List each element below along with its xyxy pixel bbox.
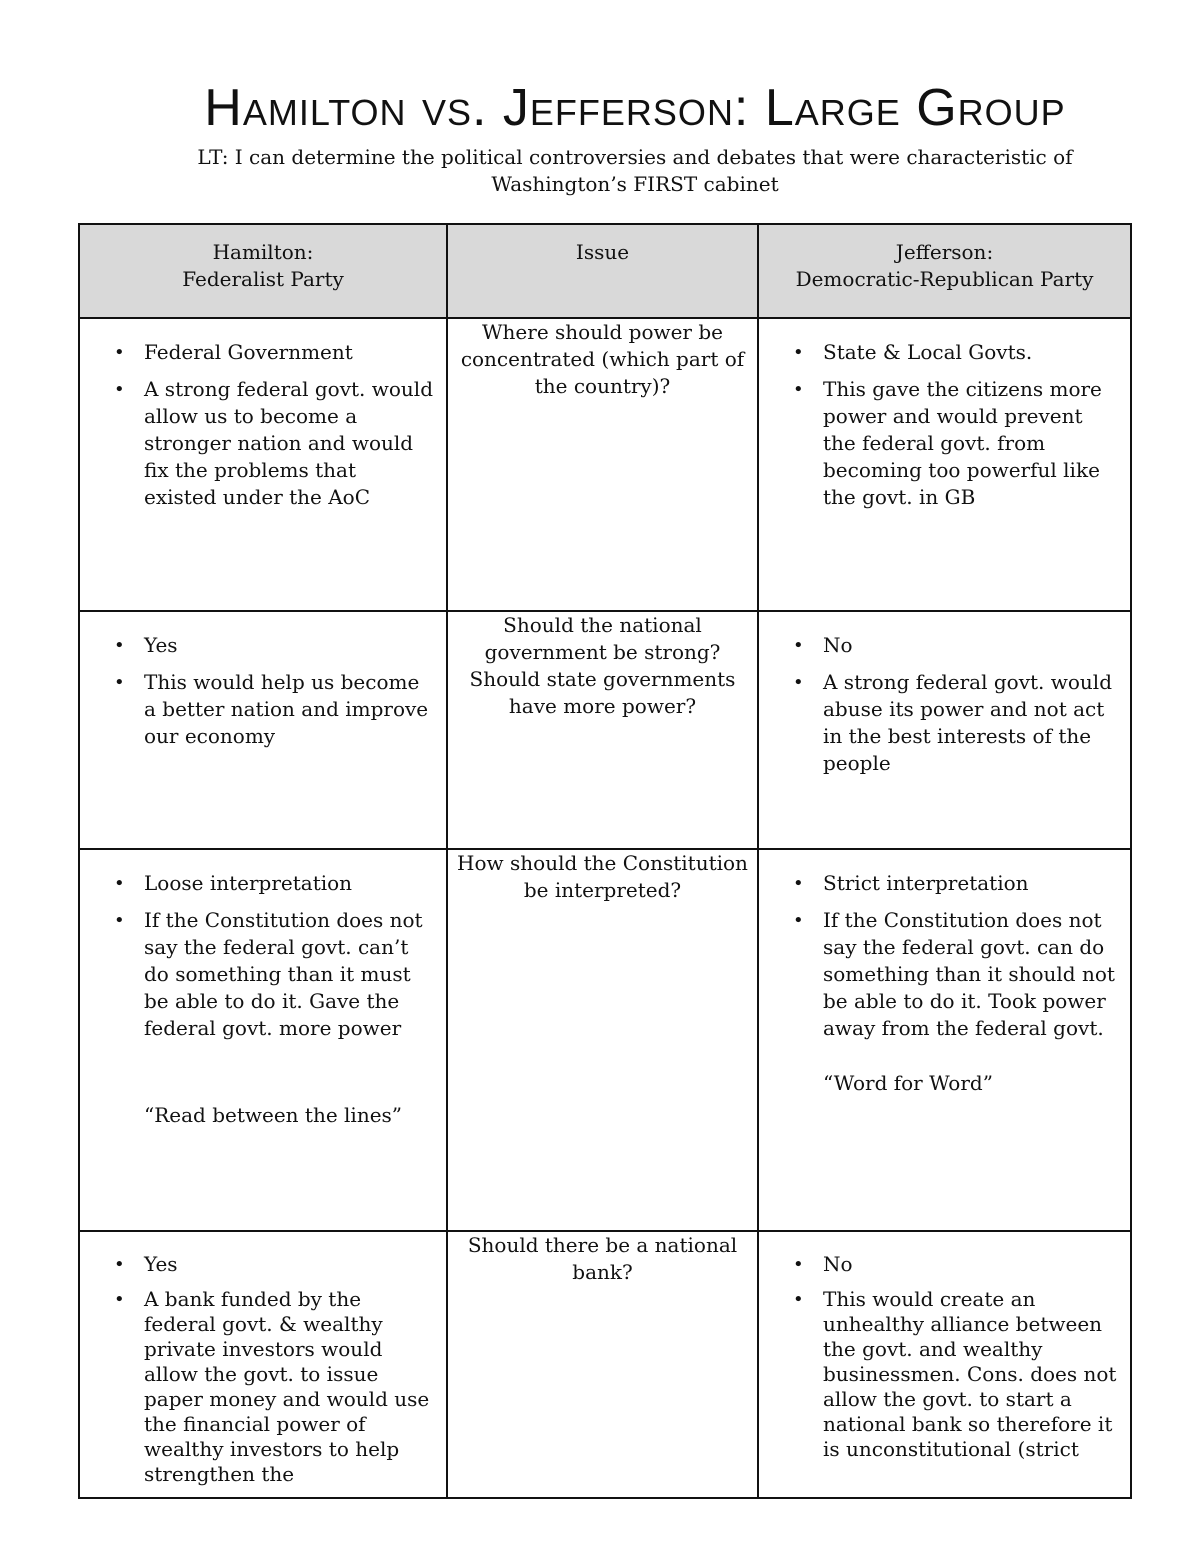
- table-row: [79, 611, 1131, 849]
- hamilton-point: Federal Government: [144, 340, 353, 364]
- list-item: [114, 669, 434, 750]
- header-jefferson-name: Jefferson:: [895, 240, 994, 264]
- bullet-icon: •: [793, 1254, 804, 1275]
- hamilton-point: Yes: [144, 1252, 178, 1276]
- list-item: [793, 669, 1118, 777]
- list-item: [793, 870, 1118, 897]
- list-item: [114, 632, 434, 659]
- jefferson-cell: [758, 611, 1131, 849]
- bullet-icon: •: [114, 1254, 125, 1275]
- list-item: [793, 907, 1118, 1042]
- jefferson-cell: [758, 318, 1131, 611]
- list-item: [793, 376, 1118, 511]
- title-vs: vs.: [406, 79, 503, 137]
- title-hamilton: Hamilton: [204, 79, 407, 137]
- bullet-icon: •: [793, 910, 804, 931]
- jefferson-point: Strict interpretation: [823, 871, 1029, 895]
- header-issue-label: Issue: [575, 240, 630, 264]
- jefferson-point: This would create an unhealthy alliance between the govt. and wealthy businessmen. Cons. does not allow the govt. to start a national bank so therefore it is unconstitutional (strict: [823, 1287, 1117, 1461]
- list-item: [793, 1252, 1118, 1277]
- header-jefferson-party: Democratic-Republican Party: [795, 267, 1094, 291]
- bullet-icon: •: [114, 635, 125, 656]
- bullet-icon: •: [114, 873, 125, 894]
- header-hamilton-party: Federalist Party: [182, 267, 344, 291]
- bullet-icon: •: [793, 1289, 804, 1310]
- list-item: [114, 870, 434, 897]
- list-item: [114, 1252, 434, 1277]
- bullet-icon: •: [114, 342, 125, 363]
- header-hamilton: [79, 224, 447, 318]
- header-row: [79, 224, 1131, 318]
- table-row: [79, 849, 1131, 1231]
- hamilton-point: Loose interpretation: [144, 871, 353, 895]
- bullet-icon: •: [114, 910, 125, 931]
- issue-cell: Should the national government be strong? Should state governments have more power?: [447, 611, 758, 849]
- bullet-icon: •: [114, 1289, 125, 1310]
- list-item: [114, 907, 434, 1042]
- list-item: [114, 376, 434, 511]
- jefferson-point: No: [823, 633, 853, 657]
- jefferson-cell: [758, 1231, 1131, 1498]
- jefferson-point: If the Constitution does not say the federal govt. can do something than it should not be able to do it. Took power away from the federal govt.: [823, 908, 1115, 1040]
- bullet-icon: •: [793, 379, 804, 400]
- bullet-icon: •: [114, 379, 125, 400]
- hamilton-point: If the Constitution does not say the federal govt. can’t do something than it must be able to do it. Gave the federal govt. more power: [144, 908, 423, 1040]
- header-hamilton-name: Hamilton:: [212, 240, 314, 264]
- bullet-icon: •: [793, 873, 804, 894]
- jefferson-point: State & Local Govts.: [823, 340, 1033, 364]
- hamilton-point: A strong federal govt. would allow us to become a stronger nation and would fix the problems that existed under the AoC: [144, 377, 433, 509]
- list-item: [114, 1287, 434, 1487]
- list-item: [793, 632, 1118, 659]
- hamilton-point: Yes: [144, 633, 178, 657]
- list-item: [793, 1287, 1118, 1462]
- hamilton-point: This would help us become a better nation and improve our economy: [144, 670, 429, 748]
- jefferson-point: No: [823, 1252, 853, 1276]
- title-jefferson: Jefferson: Large Group: [502, 79, 1066, 137]
- learning-target: LT: I can determine the political controversies and debates that were characteristic of Washington’s FIRST cabinet: [197, 145, 1073, 196]
- bullet-icon: •: [114, 672, 125, 693]
- hamilton-cell: [79, 849, 447, 1231]
- table-row: [79, 318, 1131, 611]
- jefferson-cell: [758, 849, 1131, 1231]
- issue-cell: How should the Constitution be interpreted?: [447, 849, 758, 1231]
- bullet-icon: •: [793, 635, 804, 656]
- table-row: [79, 1231, 1131, 1498]
- jefferson-point: This gave the citizens more power and would prevent the federal govt. from becoming too powerful like the govt. in GB: [823, 377, 1102, 509]
- hamilton-point: A bank funded by the federal govt. & wealthy private investors would allow the govt. to issue paper money and would use the financial power of wealthy investors to help strengthen the: [144, 1287, 430, 1486]
- issue-cell: Where should power be concentrated (which part of the country)?: [447, 318, 758, 611]
- list-item: [114, 339, 434, 366]
- header-issue: [447, 224, 758, 318]
- page-title: [0, 78, 1200, 138]
- comparison-table: [78, 223, 1132, 1499]
- bullet-icon: •: [793, 672, 804, 693]
- issue-cell: Should there be a national bank?: [447, 1231, 758, 1498]
- hamilton-cell: [79, 611, 447, 849]
- bullet-icon: •: [793, 342, 804, 363]
- hamilton-quote: “Read between the lines”: [144, 1103, 403, 1127]
- header-jefferson: [758, 224, 1131, 318]
- jefferson-point: A strong federal govt. would abuse its power and not act in the best interests of the people: [823, 670, 1112, 775]
- jefferson-quote: “Word for Word”: [823, 1071, 993, 1095]
- list-item: [793, 339, 1118, 366]
- hamilton-cell: [79, 1231, 447, 1498]
- hamilton-cell: [79, 318, 447, 611]
